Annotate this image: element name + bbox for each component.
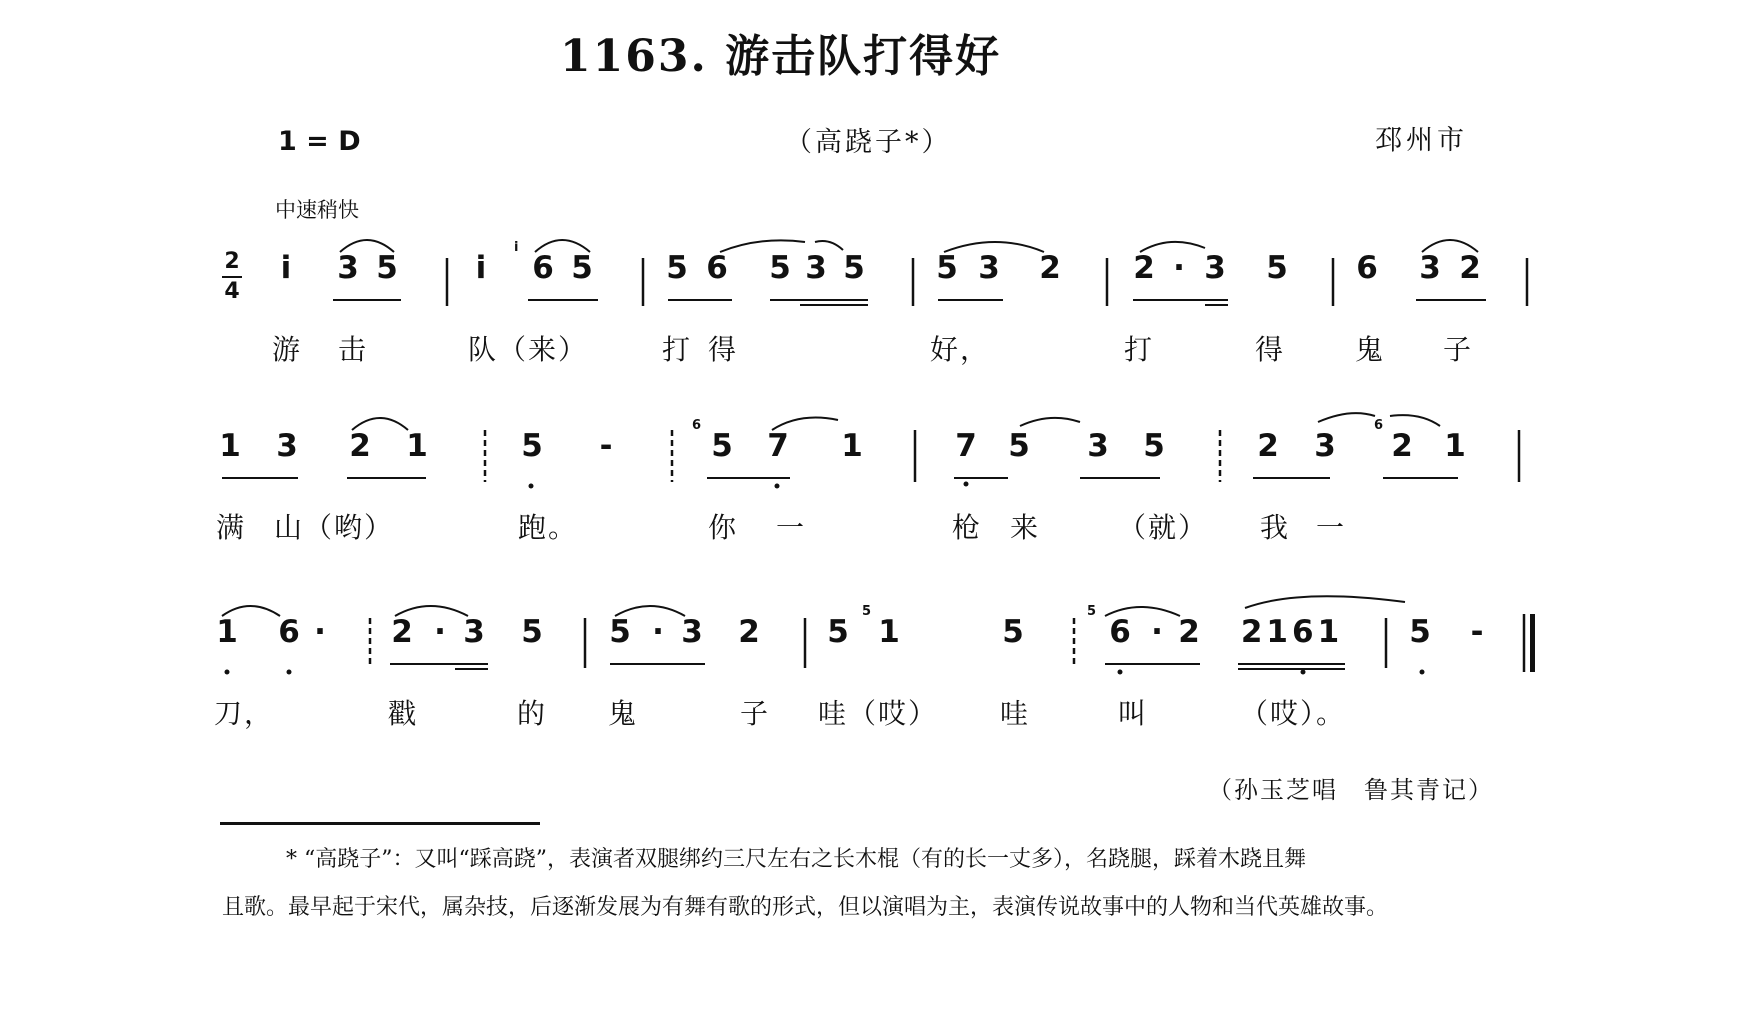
lyric: 子	[1443, 333, 1474, 366]
note: 5	[1002, 614, 1024, 650]
note: 3	[681, 614, 703, 650]
tempo-marking: 中速稍快	[275, 198, 359, 222]
lyric: 来	[1010, 511, 1041, 544]
lyric: 鬼	[1355, 333, 1386, 366]
lyric: （哎）。	[1240, 697, 1347, 730]
note: 2	[1257, 428, 1279, 464]
staff-row-1	[0, 228, 1750, 368]
note: 3	[1314, 428, 1336, 464]
note: 3	[276, 428, 298, 464]
note: 5	[571, 250, 593, 286]
lyric: 叫	[1118, 697, 1149, 730]
lyric: 戳	[388, 697, 419, 730]
lyric: 打	[1124, 333, 1155, 366]
grace-note: 5	[862, 604, 872, 619]
lyric: 一	[1316, 511, 1347, 544]
lyric: 刀，	[214, 697, 275, 730]
lyric: 打	[662, 333, 693, 366]
note: 5	[521, 614, 543, 650]
note: 5	[1266, 250, 1288, 286]
dash: -	[599, 428, 613, 464]
note: 3	[463, 614, 485, 650]
note: 6	[706, 250, 728, 286]
note: 5	[843, 250, 865, 286]
note: 1	[878, 614, 900, 650]
note: 2	[1178, 614, 1200, 650]
footnote-line-1: * “高跷子”：又叫“踩高跷”，表演者双腿绑约三尺左右之长木棍（有的长一丈多），名跷腿，踩着木跷且舞	[286, 847, 1306, 872]
row-2-markings	[0, 406, 1750, 546]
lyric: 得	[708, 333, 739, 366]
note: 5	[521, 428, 543, 464]
lyric: （就）	[1118, 511, 1209, 544]
note: 7	[767, 428, 789, 464]
lyric: 满	[216, 511, 247, 544]
staff-row-2	[0, 406, 1750, 546]
song-title: 1163. 游击队打得好	[560, 31, 1002, 82]
lyric: 子	[740, 697, 771, 730]
note: 5	[376, 250, 398, 286]
grace-note: 6	[692, 418, 702, 433]
note: 5	[609, 614, 631, 650]
lyric: 击	[338, 333, 369, 366]
note: 1	[841, 428, 863, 464]
staff-row-3	[0, 592, 1750, 732]
time-signature-bottom: 4	[224, 279, 240, 304]
augmentation-dot: ·	[1173, 250, 1185, 286]
note: 3	[805, 250, 827, 286]
note: 2	[1459, 250, 1481, 286]
note-group: 2161	[1240, 614, 1344, 650]
note: 6	[1356, 250, 1378, 286]
note: 2	[1391, 428, 1413, 464]
lyric: 队（来）	[468, 333, 589, 366]
note: 6	[532, 250, 554, 286]
augmentation-dot: ·	[434, 614, 446, 650]
footnote-divider	[220, 822, 540, 825]
note: 3	[978, 250, 1000, 286]
grace-note: 5	[1087, 604, 1097, 619]
credit-line: （孙玉芝唱 鲁其青记）	[1208, 776, 1494, 804]
lyric: 哇	[1000, 697, 1031, 730]
lyric: 山（哟）	[274, 511, 395, 544]
note: 5	[1143, 428, 1165, 464]
lyric: 跑。	[518, 511, 579, 544]
footnote-line-2: 且歌。最早起于宋代，属杂技，后逐渐发展为有舞有歌的形式，但以演唱为主，表演传说故事中的人物和当代英雄故事。	[222, 895, 1389, 920]
grace-note: 6	[1374, 418, 1384, 433]
note: 5	[769, 250, 791, 286]
dash: -	[1470, 614, 1484, 650]
lyric: 我	[1260, 511, 1291, 544]
note: 2	[349, 428, 371, 464]
note: 6	[1109, 614, 1131, 650]
note: 7	[955, 428, 977, 464]
note: 3	[1204, 250, 1226, 286]
note: 2	[1133, 250, 1155, 286]
note: 3	[1087, 428, 1109, 464]
lyric: 游	[272, 333, 303, 366]
note: 3	[1419, 250, 1441, 286]
note: 1	[406, 428, 428, 464]
key-signature: 1 = D	[278, 126, 361, 157]
note: 5	[711, 428, 733, 464]
note: 3	[337, 250, 359, 286]
note: 1	[216, 614, 238, 650]
time-signature-top: 2	[224, 249, 240, 274]
note: 2	[391, 614, 413, 650]
note: 1	[219, 428, 241, 464]
lyric: 得	[1255, 333, 1286, 366]
row-1-markings	[0, 228, 1750, 368]
note: 5	[936, 250, 958, 286]
genre-label: （高跷子*）	[785, 127, 952, 158]
augmentation-dot: ·	[1151, 614, 1163, 650]
lyric: 一	[776, 511, 807, 544]
note: 2	[738, 614, 760, 650]
lyric: 鬼	[608, 697, 639, 730]
lyric: 的	[517, 697, 548, 730]
note: 1	[1444, 428, 1466, 464]
place-label: 邳州市	[1375, 125, 1468, 156]
note: i	[475, 250, 487, 286]
note: i	[280, 250, 292, 286]
note: 5	[666, 250, 688, 286]
lyric: 好，	[930, 333, 991, 366]
grace-note: i	[514, 240, 519, 255]
lyric: 你	[708, 511, 739, 544]
lyric: 哇（哎）	[818, 697, 939, 730]
note: 5	[1008, 428, 1030, 464]
augmentation-dot: ·	[652, 614, 664, 650]
note: 5	[1409, 614, 1431, 650]
note: 5	[827, 614, 849, 650]
augmentation-dot: ·	[314, 614, 326, 650]
note: 2	[1039, 250, 1061, 286]
lyric: 枪	[952, 511, 983, 544]
note: 6	[278, 614, 300, 650]
